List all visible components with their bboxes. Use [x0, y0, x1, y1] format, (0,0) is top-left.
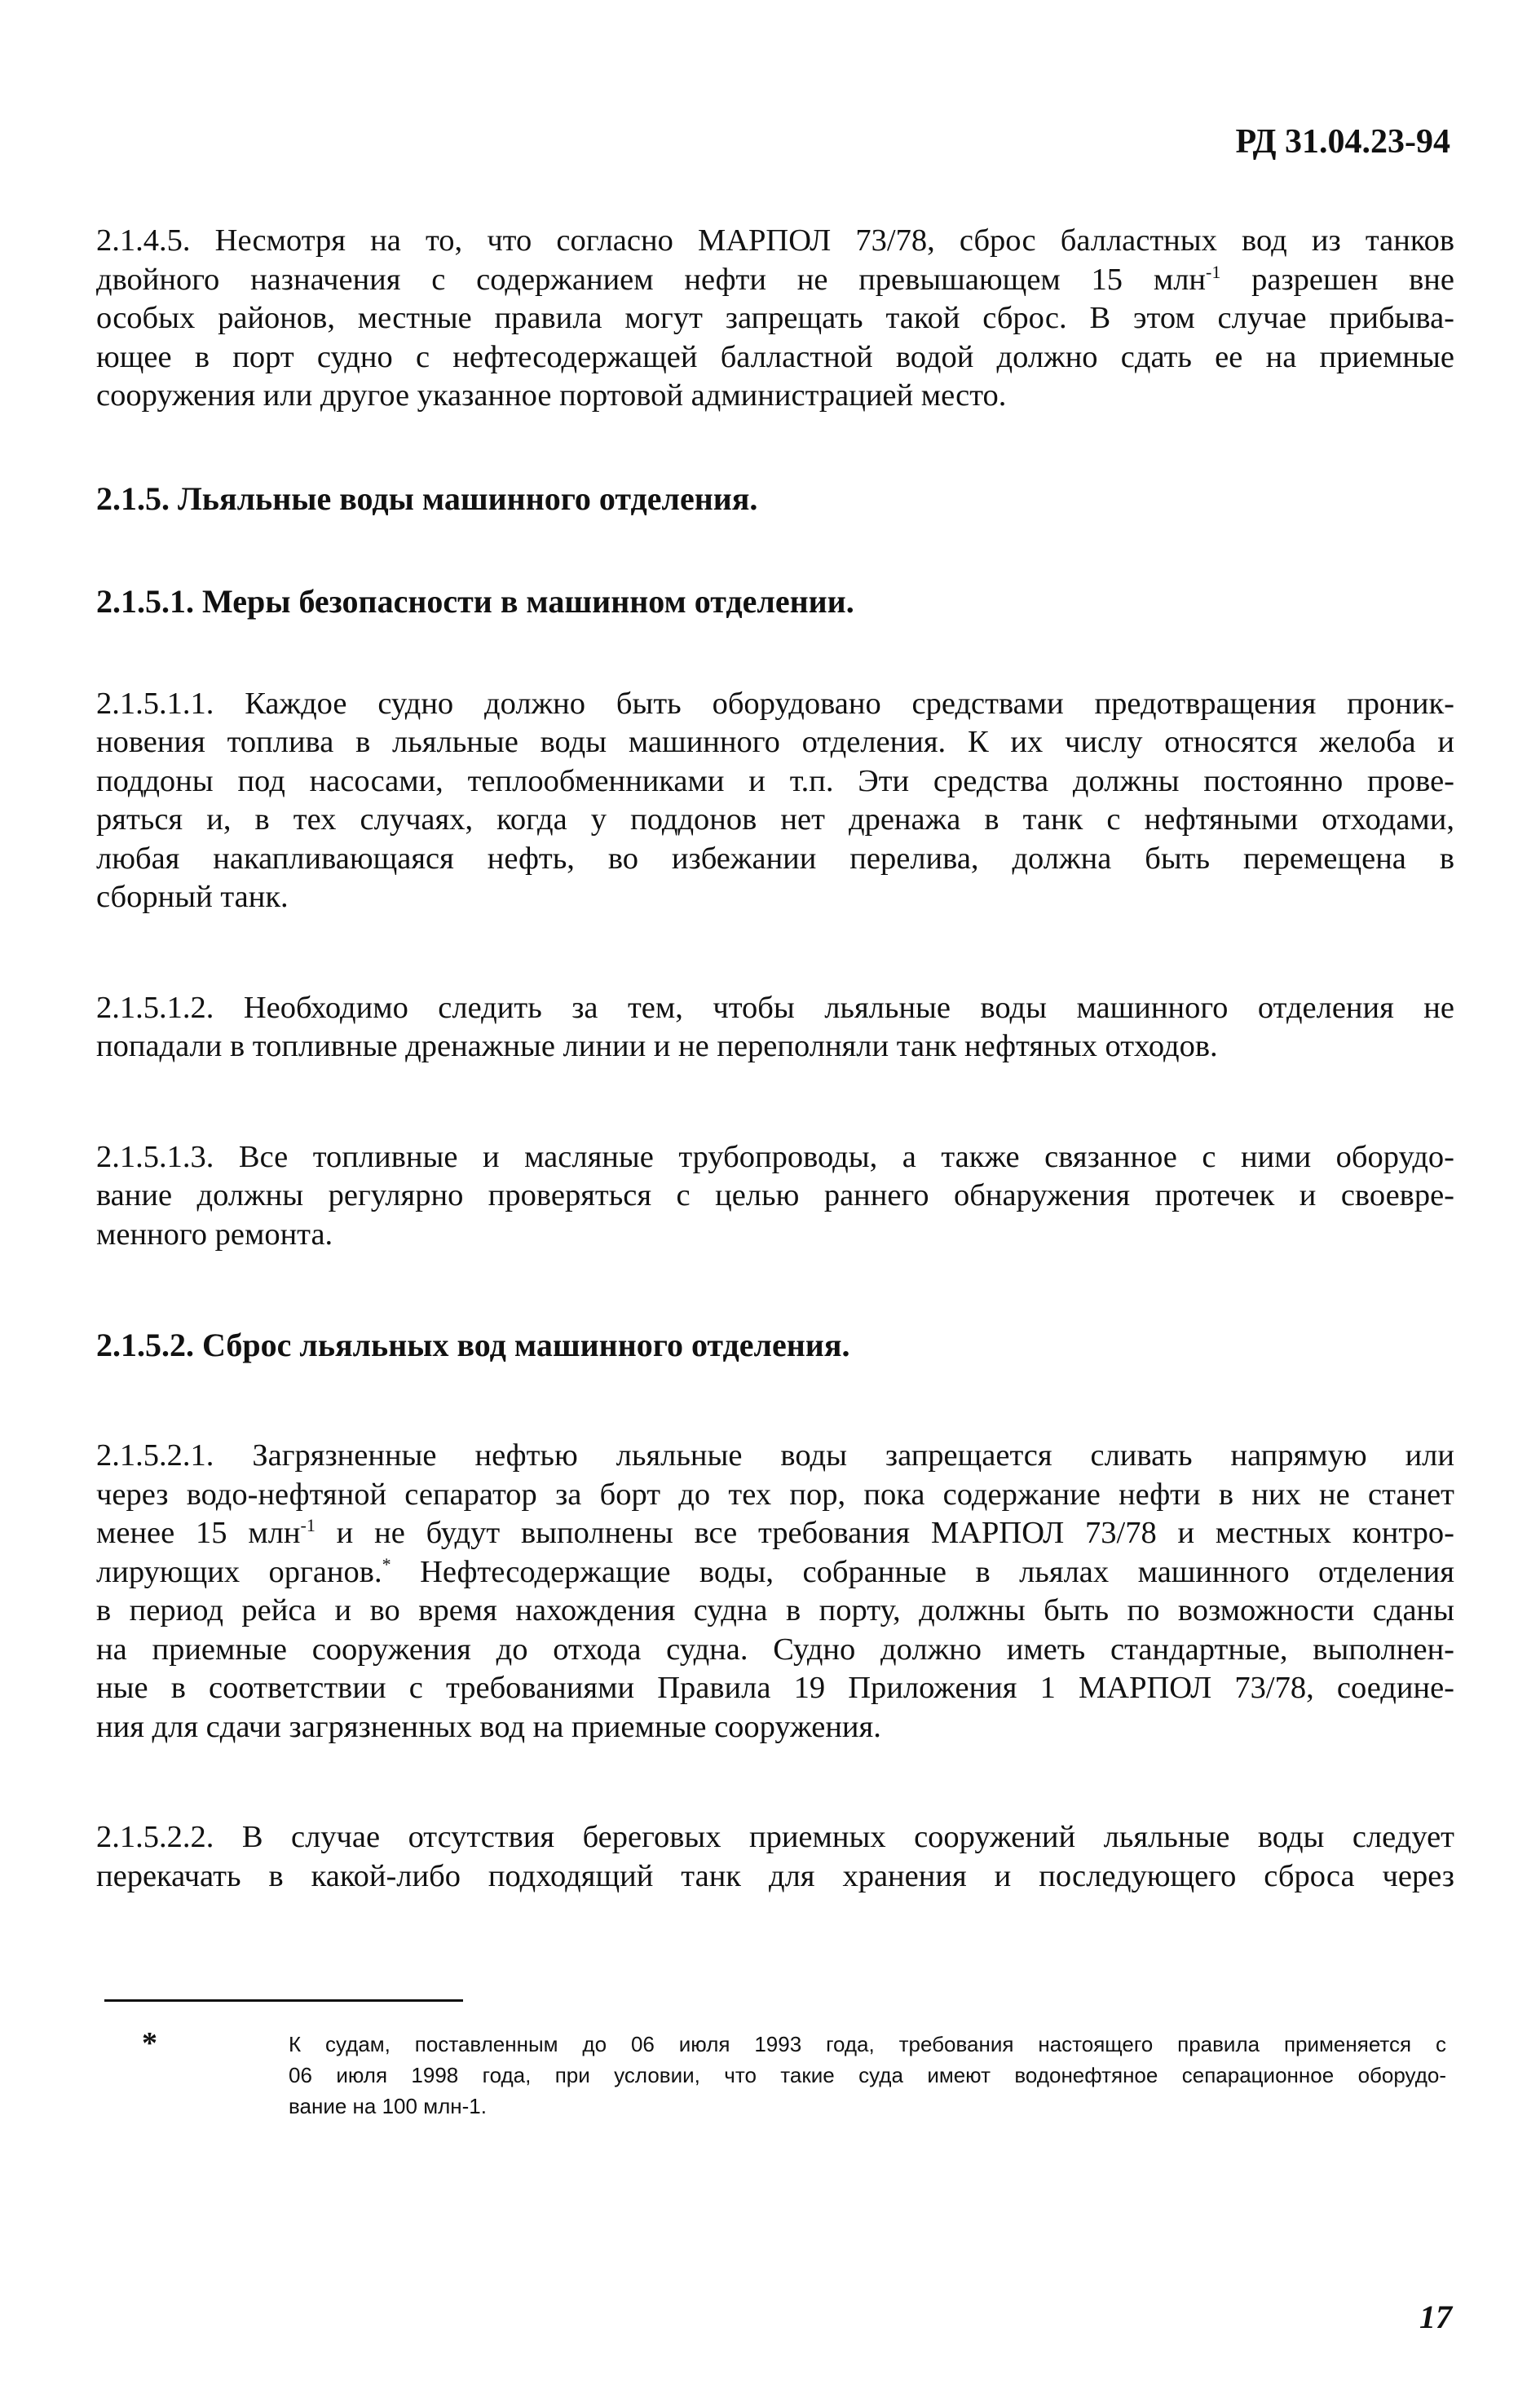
text-line: 2.1.4.5. Несмотря на то, что согласно МАРПОЛ 73/78, сброс балластных вод из танков: [96, 223, 1454, 258]
footnote-line: К судам, поставленным до 06 июля 1993 года, требования настоящего правила применяется с: [289, 2032, 1446, 2056]
section-heading-2-1-5: 2.1.5. Льяльные воды машинного отделения.: [96, 479, 758, 517]
text-line: новения топлива в льяльные воды машинного отделения. К их числу относятся желоба и: [96, 725, 1454, 759]
text-segment: и не будут выполнены все требования МАРПОЛ 73/78 и местных контро-: [336, 1516, 1454, 1550]
paragraph-2-1-5-2-1: [96, 1437, 1454, 1747]
paragraph-2-1-5-2-2: [96, 1818, 1454, 1896]
footnote-line: 06 июля 1998 года, при условии, что такие суда имеют водонефтяное сепарационное оборудо-: [289, 2063, 1446, 2087]
footnote-text: [289, 2029, 1446, 2122]
paragraph-2-1-4-5: [96, 222, 1454, 416]
text-line: [96, 1514, 1454, 1553]
text-line: сборный танк.: [96, 880, 289, 914]
text-line: вание должны регулярно проверяться с целью раннего обнаружения протечек и своевре-: [96, 1178, 1454, 1212]
text-line: поддоны под насосами, теплообменниками и т.п. Эти средства должны постоянно прове-: [96, 763, 1454, 798]
superscript: -1: [300, 1515, 316, 1536]
footnote-ref: *: [382, 1553, 391, 1574]
document-code: РД 31.04.23-94: [1235, 123, 1450, 161]
section-heading-2-1-5-2: 2.1.5.2. Сброс льяльных вод машинного отделения.: [96, 1327, 850, 1363]
text-line: ные в соответствии с требованиями Правила 19 Приложения 1 МАРПОЛ 73/78, соедине-: [96, 1671, 1454, 1705]
page-number: 17: [1419, 2299, 1452, 2335]
page-content: [96, 222, 1454, 1896]
paragraph-2-1-5-1-3: [96, 1138, 1454, 1255]
paragraph-2-1-5-1-2: [96, 989, 1454, 1067]
paragraph-2-1-5-1-1: [96, 685, 1454, 917]
text-line: 2.1.5.2.2. В случае отсутствия береговых приемных сооружений льяльные воды следует: [96, 1820, 1454, 1854]
text-line: на приемные сооружения до отхода судна. Судно должно иметь стандартные, выполнен-: [96, 1632, 1454, 1667]
text-segment: менее 15 млн: [96, 1516, 301, 1550]
text-line: ряться и, в тех случаях, когда у поддонов нет дренажа в танк с нефтяными отходами,: [96, 802, 1454, 837]
text-line: перекачать в какой-либо подходящий танк для хранения и последующего сброса через: [96, 1858, 1454, 1893]
text-line: 2.1.5.2.1. Загрязненные нефтью льяльные воды запрещается сливать напрямую или: [96, 1438, 1454, 1473]
text-line: попадали в топливные дренажные линии и не переполняли танк нефтяных отходов.: [96, 1029, 1218, 1063]
text-segment: Нефтесодержащие воды, собранные в льялах машинного отделения: [420, 1554, 1455, 1589]
text-line: 2.1.5.1.3. Все топливные и масляные трубопроводы, а также связанное с ними оборудо-: [96, 1139, 1454, 1174]
text-line: 2.1.5.1.1. Каждое судно должно быть оборудовано средствами предотвращения проник-: [96, 686, 1454, 721]
text-line: в период рейса и во время нахождения судна в порту, должны быть по возможности сданы: [96, 1593, 1454, 1627]
text-segment: лирующих органов.: [96, 1554, 382, 1589]
text-line: любая накапливающаяся нефть, во избежании перелива, должна быть перемещена в: [96, 841, 1454, 876]
text-line: [96, 261, 1454, 300]
superscript: -1: [1206, 261, 1221, 282]
text-segment: двойного назначения с содержанием нефти не превышающем 15 млн: [96, 262, 1207, 297]
footnote-divider: [104, 1999, 463, 2002]
text-line: сооружения или другое указанное портовой администрацией место.: [96, 378, 1007, 413]
text-line: ющее в порт судно с нефтесодержащей балластной водой должно сдать ее на приемные: [96, 339, 1454, 374]
text-line: 2.1.5.1.2. Необходимо следить за тем, чтобы льяльные воды машинного отделения не: [96, 990, 1454, 1025]
text-line: через водо-нефтяной сепаратор за борт до тех пор, пока содержание нефти в них не станет: [96, 1477, 1454, 1512]
text-line: особых районов, местные правила могут запрещать такой сброс. В этом случае прибыва-: [96, 301, 1454, 335]
text-line: менного ремонта.: [96, 1217, 333, 1252]
text-segment: разрешен вне: [1251, 262, 1454, 297]
text-line: ния для сдачи загрязненных вод на приемные сооружения.: [96, 1709, 881, 1744]
text-line: [96, 1553, 1454, 1592]
footnote-line: вание на 100 млн-1.: [289, 2094, 487, 2118]
footnote-mark: *: [142, 2026, 157, 2060]
section-heading-2-1-5-1: 2.1.5.1. Меры безопасности в машинном отделении.: [96, 582, 854, 620]
